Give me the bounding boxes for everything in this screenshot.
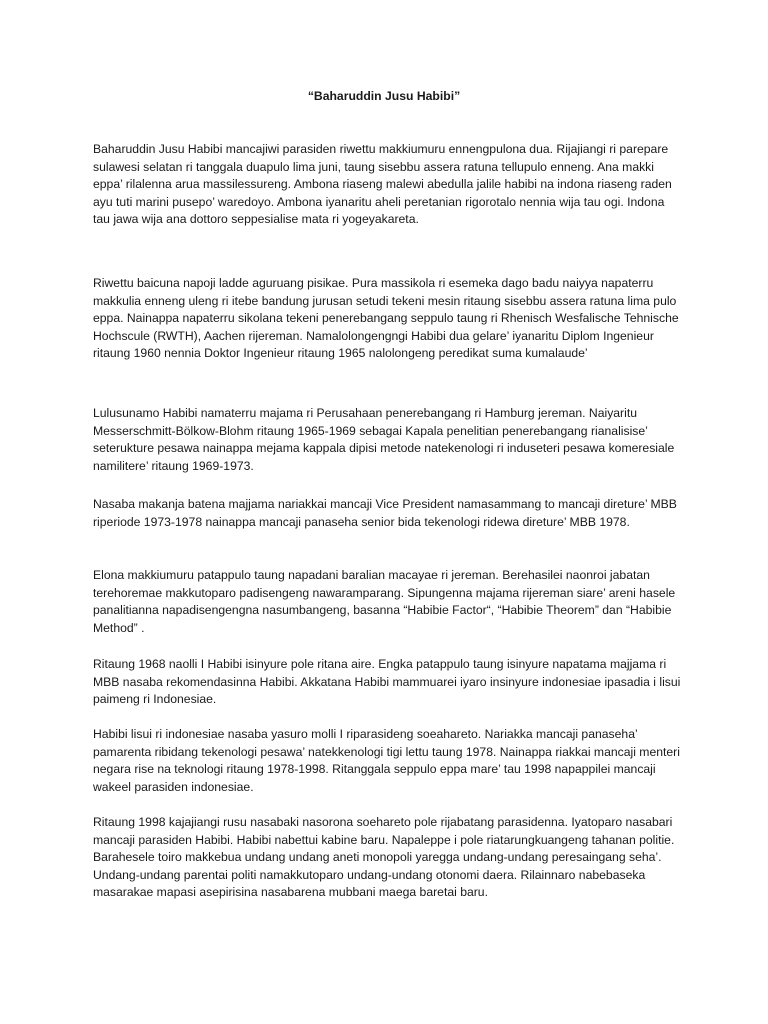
paragraph-text: Riwettu baicuna napoji ladde aguruang pisikae. Pura massikola ri esemeka dago badu naiyya napaterru makkulia enneng uleng ri itebe bandung jurusan setudi tekeni mesin ritaung sisebbu assera ratuna lima pulo eppa. Nainappa napaterru sikolana tekeni penerebangang seppulo taung ri Rhenisch Wesfalische Tehnische Hochscule (RWTH), Aachen rijereman. Namalolongengngi Habibi dua gelare’ iyanaritu Diplom Ingenieur ritaung 1960 nennia Doktor Ingenieur ritaung 1965 nalolongeng peredikat suma kumalaude’ bbox=[93, 276, 679, 361]
paragraph-3 bbox=[93, 405, 683, 475]
paragraph-1 bbox=[93, 141, 683, 229]
paragraph-text: Elona makkiumuru patappulo taung napadani baralian macayae ri jereman. Berehasilei naonroi jabatan terehoremae makkutoparo padisengeng nawaramparang. Sipungenna majama rijereman siare’ areni hasele panalitianna napadisengengna nasumbangeng, basanna “Habibie Factor“, “Habibie Theorem” dan “Habibie Method” . bbox=[93, 568, 676, 635]
paragraph-5 bbox=[93, 567, 683, 637]
paragraph-2 bbox=[93, 275, 683, 363]
paragraph-text: Nasaba makanja batena majjama nariakkai mancaji Vice President namasammang to mancaji direture’ MBB riperiode 1973-1978 nainappa mancaji panaseha senior bida tekenologi ridewa direture’ MBB 1978. bbox=[93, 497, 677, 529]
document-title: “Baharuddin Jusu Habibi” bbox=[307, 89, 461, 103]
paragraph-text: Ritaung 1998 kajajiangi rusu nasabaki nasorona soehareto pole rijabatang parasidenna. Iyatoparo nasabari mancaji parasiden Habibi. Habibi nabettui kabine baru. Napaleppe i pole riatarungkuangeng tahanan politie. Barahesele toiro makkebua undang undang aneti monopoli yaregga undang-undang peresaingang seha’. Undang-undang parentai politi namakkutoparo undang-undang otonomi daera. Rilainnaro nabebaseka masarakae mapasi asepirisina nasabarena mubbani maega baretai baru. bbox=[93, 815, 675, 900]
paragraph-text: Habibi lisui ri indonesiae nasaba yasuro molli I riparasideng soeahareto. Nariakka mancaji panaseha’ pamarenta ribidang tekenologi pesawa’ natekkenologi tigi lettu taung 1978. Nainappa riakkai mancaji menteri negara rise na teknologi ritaung 1978-1998. Ritanggala seppulo eppa mare’ tau 1998 napappilei mancaji wakeel parasiden indonesiae. bbox=[93, 727, 680, 794]
paragraph-text: Baharuddin Jusu Habibi mancajiwi parasiden riwettu makkiumuru ennengpulona dua. Rijajiangi ri parepare sulawesi selatan ri tanggala duapulo lima juni, taung sisebbu assera ratuna tellupulo enneng. Ana makki eppa’ rilalenna arua massilessureng. Ambona riaseng malewi abedulla jalile habibi na indona riaseng raden ayu tuti marini pusepo’ waredoyo. Ambona iyanaritu aheli peretanian rigorotalo nennia wija tau ogi. Indona tau jawa wija ana dottoro seppesialise mata ri yogeyakareta. bbox=[93, 142, 672, 227]
paragraph-text: Ritaung 1968 naolli I Habibi isinyure pole ritana aire. Engka patappulo taung isinyure napatama majjama ri MBB nasaba rekomendasinna Habibi. Akkatana Habibi mammuarei iyaro insinyure indonesiae ipasadia i lisui paimeng ri Indonesiae. bbox=[93, 657, 681, 707]
paragraph-8 bbox=[93, 814, 683, 902]
paragraph-text: Lulusunamo Habibi namaterru majama ri Perusahaan penerebangang ri Hamburg jereman. Naiyaritu Messerschmitt-Bölkow-Blohm ritaung 1965-1969 sebagai Kapala penelitian penerebangang rianalisise’ seterukture pesawa nainappa mejama kappala dipisi metode natekenologi ri induseteri pesawa komeresiale namilitere’ ritaung 1969-1973. bbox=[93, 406, 675, 473]
paragraph-4 bbox=[93, 496, 683, 531]
paragraph-6 bbox=[93, 656, 683, 709]
paragraph-7 bbox=[93, 726, 683, 796]
